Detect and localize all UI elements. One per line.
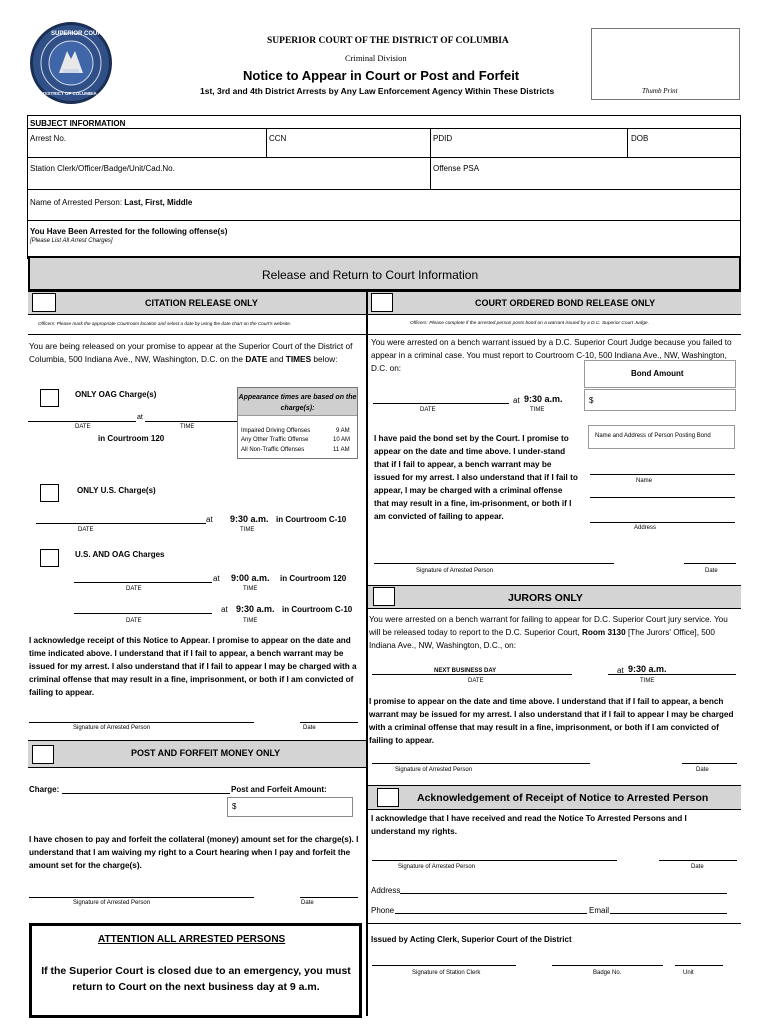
release-heading: Release and Return to Court Information: [262, 268, 479, 282]
citation-checkbox[interactable]: [32, 293, 56, 312]
jurors-intro: [369, 613, 737, 652]
clerk-sig-label: Signature of Station Clerk: [412, 970, 481, 976]
bond-address-label: Address: [634, 525, 657, 531]
offense-note: [Please List All Arrest Charges]: [30, 238, 113, 244]
forfeit-dollar: $: [232, 802, 237, 811]
bond-name-line[interactable]: [590, 474, 735, 475]
jurors-room: Room 3130: [581, 628, 626, 637]
offense-psa-field[interactable]: Offense PSA: [433, 164, 480, 173]
us-checkbox[interactable]: [40, 484, 59, 502]
ack-email-label: Email: [589, 906, 610, 915]
us-time-label: TIME: [240, 527, 255, 533]
both-at-2: at: [221, 605, 228, 614]
ack-address-line[interactable]: [400, 893, 727, 894]
ack-text: I acknowledge that I have received and read the Notice To Arrested Persons and I understand my rights.: [371, 814, 687, 836]
jurors-date-line[interactable]: [682, 763, 737, 764]
ack-checkbox[interactable]: [377, 788, 399, 807]
intro-date: DATE: [245, 354, 268, 364]
jurors-date-label-2: Date: [696, 767, 709, 773]
intro-text: You are being released on your promise to appear at the Superior Court of the District of Columbia, 500 Indiana Ave., NW, Washington, D.C. on the: [29, 341, 353, 364]
oag-date-label: DATE: [75, 424, 91, 430]
jurors-at: at: [617, 666, 624, 675]
court-name: SUPERIOR COURT OF THE DISTRICT OF COLUMBIA: [267, 36, 509, 46]
bond-dollar: $: [589, 396, 594, 405]
ack-sig-line[interactable]: [372, 860, 617, 861]
citation-sig-line[interactable]: [29, 722, 254, 723]
forfeit-date-label: Date: [301, 900, 314, 906]
jurors-sig-label: Signature of Arrested Person: [395, 767, 473, 773]
citation-date-label: Date: [303, 725, 316, 731]
bond-text: I have paid the bond set by the Court. I promise to appear on the date and time above. I under-stand that if I fail to appear, a bench warrant may be issued for my arrest. I also understand that if I fail to appear, I may be charged with a criminal offense that may result in a fine, im-prisonment, or both if I am convicted of failing to appear.: [374, 434, 578, 521]
forfeit-sig-line[interactable]: [29, 897, 254, 898]
intro-times: TIMES: [285, 354, 312, 364]
time-row-label: Impaired Driving Offenses: [241, 428, 311, 434]
oag-at: at: [137, 414, 143, 421]
oag-courtroom: in Courtroom 120: [98, 434, 165, 443]
forfeit-heading: POST AND FORFEIT MONEY ONLY: [131, 748, 281, 758]
forfeit-date-line[interactable]: [300, 897, 358, 898]
us-oag-label: U.S. AND OAG Charges: [75, 550, 165, 559]
pdid-field[interactable]: PDID: [433, 134, 453, 143]
station-field[interactable]: Station Clerk/Officer/Badge/Unit/Cad.No.: [30, 164, 175, 173]
forfeit-charge-label: Charge:: [29, 785, 60, 794]
unit-label: Unit: [683, 970, 694, 976]
jurors-intro-text: You were arrested on a bench warrant for failing to appear for D.C. Superior Court jury service. You will be released today to report to the D.C. Superior Court,: [369, 615, 728, 637]
jurors-intro-end: [The Jurors' Office], 500 Indiana Ave., NW, Washington, D.C., on:: [369, 628, 715, 650]
bond-sig-date-line[interactable]: [684, 563, 736, 564]
jurors-heading: JURORS ONLY: [508, 592, 583, 604]
bond-date-line[interactable]: [373, 403, 509, 404]
ccn-field[interactable]: CCN: [269, 134, 287, 143]
ack-phone-label: Phone: [371, 906, 395, 915]
bond-at: at: [513, 396, 520, 405]
jurors-date-label: DATE: [468, 678, 484, 684]
jurors-sig-line[interactable]: [372, 763, 590, 764]
bond-poster-label: Name and Address of Person Posting Bond: [595, 433, 711, 439]
ack-date-label: Date: [691, 864, 704, 870]
ack-sig-label: Signature of Arrested Person: [398, 864, 476, 870]
appearance-title: Appearance times are based on the charge(s):: [238, 388, 357, 416]
bond-name-label: Name: [636, 478, 653, 484]
oag-time-label: TIME: [180, 424, 195, 430]
citation-intro: [29, 340, 361, 366]
name-label: Name of Arrested Person:: [30, 198, 125, 207]
us-date-label: DATE: [78, 527, 94, 533]
jurors-next-day: NEXT BUSINESS DAY: [434, 668, 497, 674]
us-oag-checkbox[interactable]: [40, 549, 59, 567]
arrest-no-field[interactable]: Arrest No.: [30, 134, 67, 143]
badge-line[interactable]: [552, 965, 663, 966]
ack-date-line[interactable]: [659, 860, 737, 861]
time-row-value: 10 AM: [333, 437, 351, 443]
bond-address-line-2[interactable]: [590, 522, 735, 523]
bond-date-label: DATE: [420, 407, 436, 413]
time-row-value: 9 AM: [336, 428, 350, 434]
jurors-checkbox[interactable]: [373, 587, 395, 606]
bond-amount-input[interactable]: [584, 389, 736, 411]
citation-date-line[interactable]: [300, 722, 358, 723]
forfeit-amount-label: Post and Forfeit Amount:: [231, 785, 327, 794]
ack-heading: Acknowledgement of Receipt of Notice to Arrested Person: [417, 792, 709, 804]
clerk-sig-line[interactable]: [372, 965, 516, 966]
both-time-2: 9:30 a.m.: [236, 604, 275, 614]
bond-sig-date-label: Date: [705, 568, 718, 574]
bond-heading: COURT ORDERED BOND RELEASE ONLY: [475, 298, 656, 308]
oag-label: ONLY OAG Charge(s): [75, 390, 157, 399]
bond-address-line-1[interactable]: [590, 497, 735, 498]
bond-intro: You were arrested on a bench warrant issued by a D.C. Superior Court Judge because you failed to appear in a criminal case. You must report to Courtroom C-10, 500 Indiana Ave., NW, Washington, D.C. on:: [371, 338, 732, 373]
intro-end: below:: [311, 354, 338, 364]
unit-line[interactable]: [675, 965, 723, 966]
bond-sig-label: Signature of Arrested Person: [416, 568, 494, 574]
ack-email-line[interactable]: [610, 913, 727, 914]
intro-and: and: [267, 354, 286, 364]
court-seal: [30, 22, 112, 104]
page-title: Notice to Appear in Court or Post and Forfeit: [243, 68, 520, 83]
time-row-value: 11 AM: [333, 447, 350, 453]
time-row-label: All Non-Traffic Offenses: [241, 447, 305, 453]
forfeit-amount-input[interactable]: [227, 797, 353, 817]
bond-time-label: TIME: [530, 407, 545, 413]
both-date-label-1: DATE: [126, 586, 142, 592]
both-date-label-2: DATE: [126, 618, 142, 624]
seal-text-top: SUPERIOR COURT: [51, 31, 106, 37]
issued-by: Issued by Acting Clerk, Superior Court of the District: [371, 935, 572, 944]
offense-heading: You Have Been Arrested for the following offense(s): [30, 227, 228, 236]
subject-info-heading: SUBJECT INFORMATION: [30, 119, 126, 128]
both-at-1: at: [213, 574, 220, 583]
us-at: at: [206, 515, 213, 524]
ack-address-label: Address: [371, 886, 401, 895]
us-courtroom: in Courtroom C-10: [276, 515, 347, 524]
page-subtitle: 1st, 3rd and 4th District Arrests by Any Law Enforcement Agency Within These Districts: [200, 86, 555, 96]
forfeit-checkbox[interactable]: [32, 745, 54, 764]
forfeit-charge-line[interactable]: [62, 793, 230, 794]
citation-ack: I acknowledge receipt of this Notice to Appear. I promise to appear on the date and time indicated above. I understand that if I fail to appear, a bench warrant may be issued for my arrest. I also understand that if I fail to appear I may be charged with a criminal offense that may result in a fine, imprisonment, or both if I am convicted of failing to appear.: [29, 636, 357, 697]
ack-phone-line[interactable]: [395, 913, 587, 914]
forfeit-sig-label: Signature of Arrested Person: [73, 900, 151, 906]
jurors-time-label: TIME: [640, 678, 655, 684]
citation-sig-label: Signature of Arrested Person: [73, 725, 151, 731]
jurors-text: I promise to appear on the date and time above. I understand that if I fail to appear, a bench warrant may be issued for my arrest. I also understand that if I fail to appear I may be charged with a criminal offense that may result in a fine, imprisonment, or both if I am convicted of failing to appear.: [369, 697, 734, 745]
both-time-label-1: TIME: [243, 586, 258, 592]
forfeit-text: I have chosen to pay and forfeit the collateral (money) amount set for the charge(s). I understand that I am waiving my right to a Court hearing when I pay and forfeit the amount set for the charge(s).: [29, 835, 359, 870]
both-time-label-2: TIME: [243, 618, 258, 624]
bond-note: Officers: Please complete if the arrested person posts bond on a warrant issued by a D.C. Superior Court Judge.: [410, 321, 649, 326]
both-courtroom-1: in Courtroom 120: [280, 574, 347, 583]
citation-note: Officers: Please mark the appropriate Courtroom location and select a date by using the date chart on the Court's website.: [38, 321, 292, 326]
name-format: Last, First, Middle: [124, 198, 193, 207]
time-row-label: Any Other Traffic Offense: [241, 437, 309, 443]
both-courtroom-2: in Courtroom C-10: [282, 605, 353, 614]
thumb-print-label: Thumb Print: [642, 87, 678, 95]
bond-amount-label: Bond Amount: [631, 369, 684, 378]
bond-checkbox[interactable]: [371, 293, 393, 312]
oag-checkbox[interactable]: [40, 389, 59, 407]
attention-title: ATTENTION ALL ARRESTED PERSONS: [98, 934, 286, 945]
us-label: ONLY U.S. Charge(s): [77, 486, 156, 495]
division: Criminal Division: [345, 53, 407, 63]
both-time-1: 9:00 a.m.: [231, 573, 270, 583]
arrested-name-field[interactable]: [30, 198, 192, 207]
bond-sig-line[interactable]: [374, 563, 614, 564]
seal-text-bottom: DISTRICT OF COLUMBIA: [43, 91, 97, 96]
dob-field[interactable]: DOB: [631, 134, 649, 143]
bond-time: 9:30 a.m.: [524, 394, 563, 404]
badge-label: Badge No.: [593, 970, 622, 976]
us-time: 9:30 a.m.: [230, 514, 269, 524]
citation-heading: CITATION RELEASE ONLY: [145, 298, 258, 308]
attention-text: If the Superior Court is closed due to an emergency, you must return to Court on the next business day at 9 a.m.: [41, 965, 351, 993]
jurors-time: 9:30 a.m.: [628, 664, 667, 674]
